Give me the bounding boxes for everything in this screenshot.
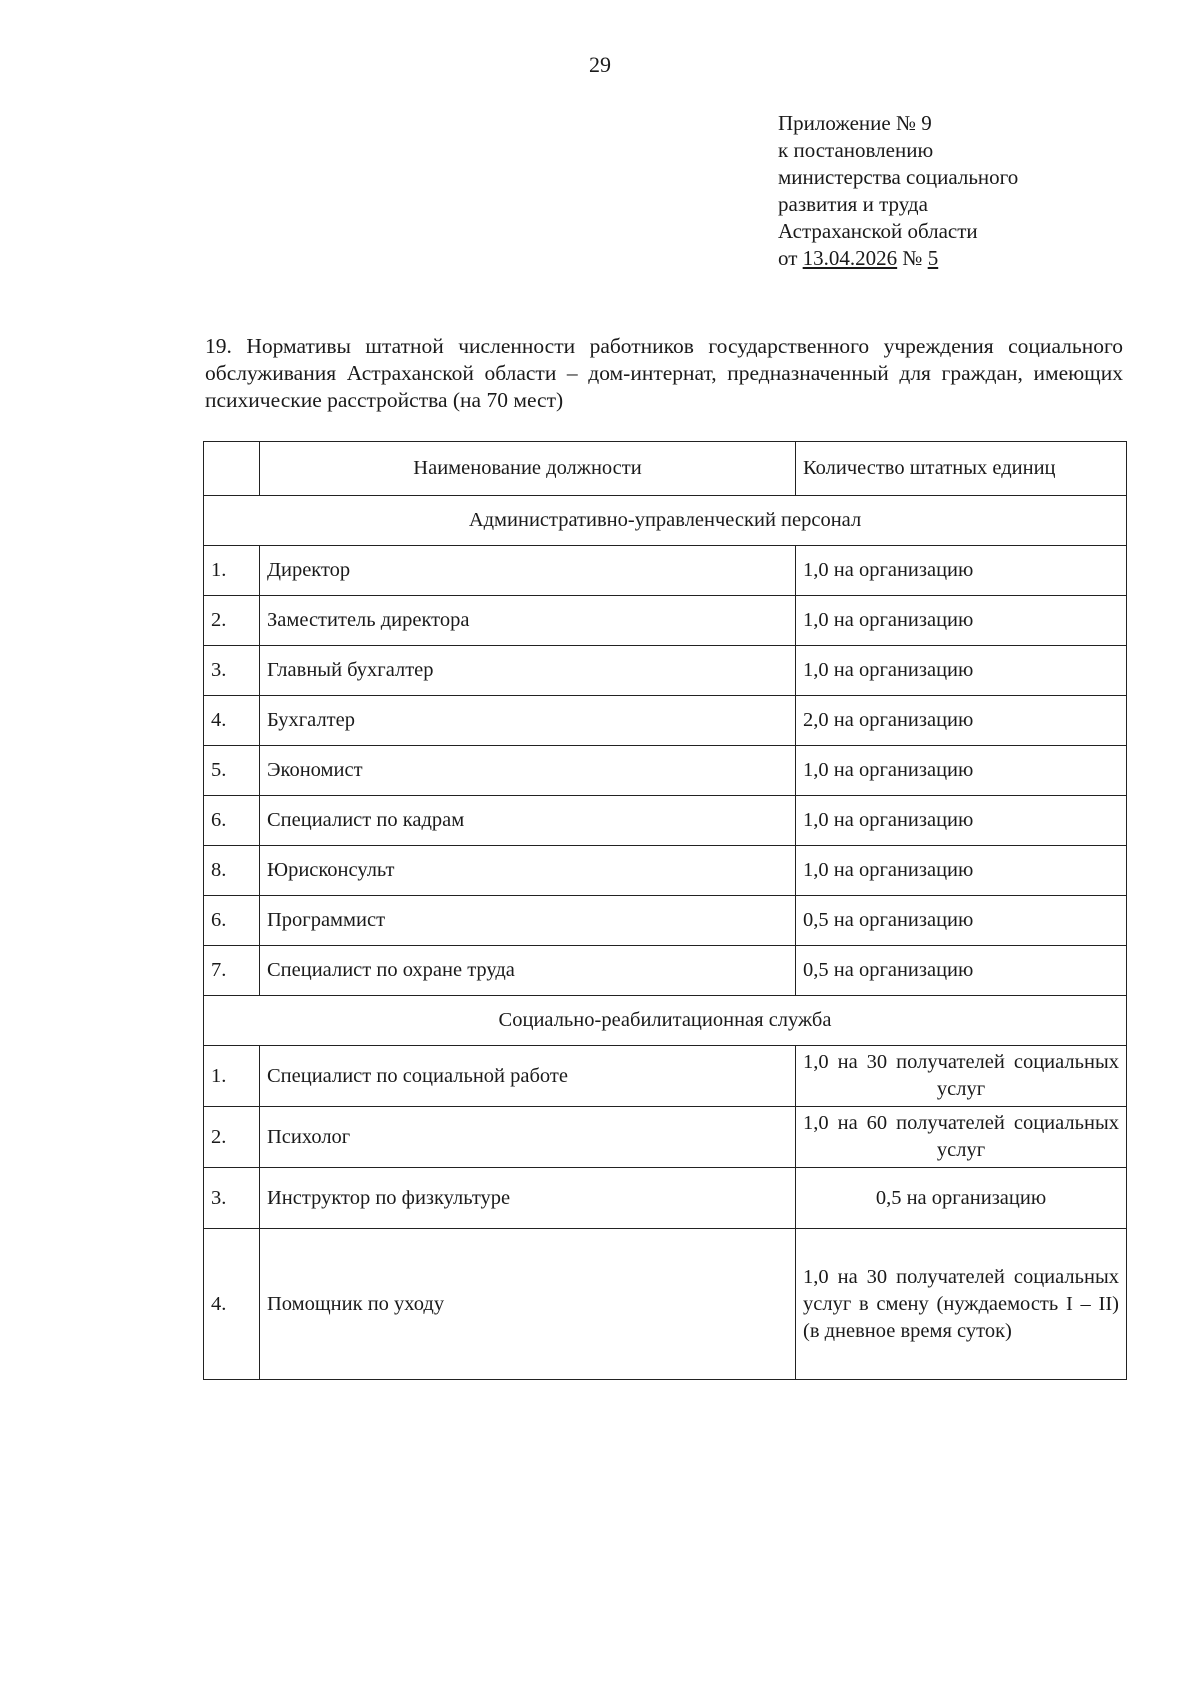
number-prefix: №: [897, 246, 928, 270]
row-num: 6.: [204, 896, 260, 946]
row-num: 6.: [204, 796, 260, 846]
row-num: 2.: [204, 1107, 260, 1168]
header-position-name: Наименование должности: [260, 442, 796, 496]
section-row: [204, 496, 1127, 546]
table-row: [204, 1168, 1127, 1229]
section-title-admin: Административно-управленческий персонал: [204, 496, 1127, 546]
row-position: Психолог: [260, 1107, 796, 1168]
row-quantity: 1,0 на организацию: [796, 846, 1127, 896]
resolution-number: 5: [927, 246, 939, 270]
row-position: Главный бухгалтер: [260, 646, 796, 696]
table-row: [204, 596, 1127, 646]
appendix-line: Астраханской области: [778, 219, 978, 243]
row-quantity: 2,0 на организацию: [796, 696, 1127, 746]
appendix-line: министерства социального: [778, 165, 1019, 189]
row-quantity: 0,5 на организацию: [796, 1168, 1127, 1229]
header-quantity: Количество штатных единиц: [796, 442, 1127, 496]
row-position: Юрисконсульт: [260, 846, 796, 896]
row-num: 4.: [204, 696, 260, 746]
table-row: [204, 1046, 1127, 1107]
row-quantity: 1,0 на организацию: [796, 646, 1127, 696]
row-num: 3.: [204, 1168, 260, 1229]
appendix-line: развития и труда: [778, 192, 928, 216]
appendix-block: [778, 110, 1018, 272]
row-num: 4.: [204, 1229, 260, 1380]
row-quantity: 1,0 на организацию: [796, 596, 1127, 646]
table-header-row: [204, 442, 1127, 496]
table-row: [204, 796, 1127, 846]
row-num: 5.: [204, 746, 260, 796]
page-number: 29: [589, 52, 611, 77]
table-row: [204, 646, 1127, 696]
section-title-rehab: Социально-реабилитационная служба: [204, 996, 1127, 1046]
row-num: 1.: [204, 546, 260, 596]
row-position: Специалист по социальной работе: [260, 1046, 796, 1107]
row-num: 1.: [204, 1046, 260, 1107]
row-quantity: 1,0 на организацию: [796, 746, 1127, 796]
row-quantity: 1,0 на организацию: [796, 796, 1127, 846]
row-position: Заместитель директора: [260, 596, 796, 646]
appendix-line: Приложение № 9: [778, 111, 932, 135]
row-quantity: 1,0 на 30 получателей социальных услуг: [796, 1046, 1127, 1107]
table-row: [204, 546, 1127, 596]
row-num: 8.: [204, 846, 260, 896]
table-row: [204, 1229, 1127, 1380]
row-position: Инструктор по физкультуре: [260, 1168, 796, 1229]
row-num: 2.: [204, 596, 260, 646]
resolution-date: 13.04.2026: [802, 246, 898, 270]
row-num: 3.: [204, 646, 260, 696]
document-title: 19. Нормативы штатной численности работников государственного учреждения социального обслуживания Астраханской области – дом-интернат, предназначенный для граждан, имеющих психические расстройства (на 70 мест): [205, 334, 1123, 412]
row-position: Специалист по охране труда: [260, 946, 796, 996]
table-row: [204, 896, 1127, 946]
table-row: [204, 946, 1127, 996]
row-quantity: 1,0 на 60 получателей социальных услуг: [796, 1107, 1127, 1168]
staff-table: [203, 441, 1127, 1380]
row-position: Программист: [260, 896, 796, 946]
row-num: 7.: [204, 946, 260, 996]
table-row: [204, 746, 1127, 796]
table-row: [204, 846, 1127, 896]
table-row: [204, 696, 1127, 746]
appendix-line: к постановлению: [778, 138, 934, 162]
table-row: [204, 1107, 1127, 1168]
row-position: Специалист по кадрам: [260, 796, 796, 846]
appendix-date-line: [778, 245, 1018, 272]
row-position: Бухгалтер: [260, 696, 796, 746]
row-quantity: 1,0 на 30 получателей социальных услуг в смену (нуждаемость I – II) (в дневное время суток): [796, 1229, 1127, 1380]
row-quantity: 0,5 на организацию: [796, 946, 1127, 996]
row-position: Директор: [260, 546, 796, 596]
row-position: Помощник по уходу: [260, 1229, 796, 1380]
date-prefix: от: [778, 246, 803, 270]
header-num: [204, 442, 260, 496]
section-row: [204, 996, 1127, 1046]
row-quantity: 0,5 на организацию: [796, 896, 1127, 946]
row-position: Экономист: [260, 746, 796, 796]
row-quantity: 1,0 на организацию: [796, 546, 1127, 596]
